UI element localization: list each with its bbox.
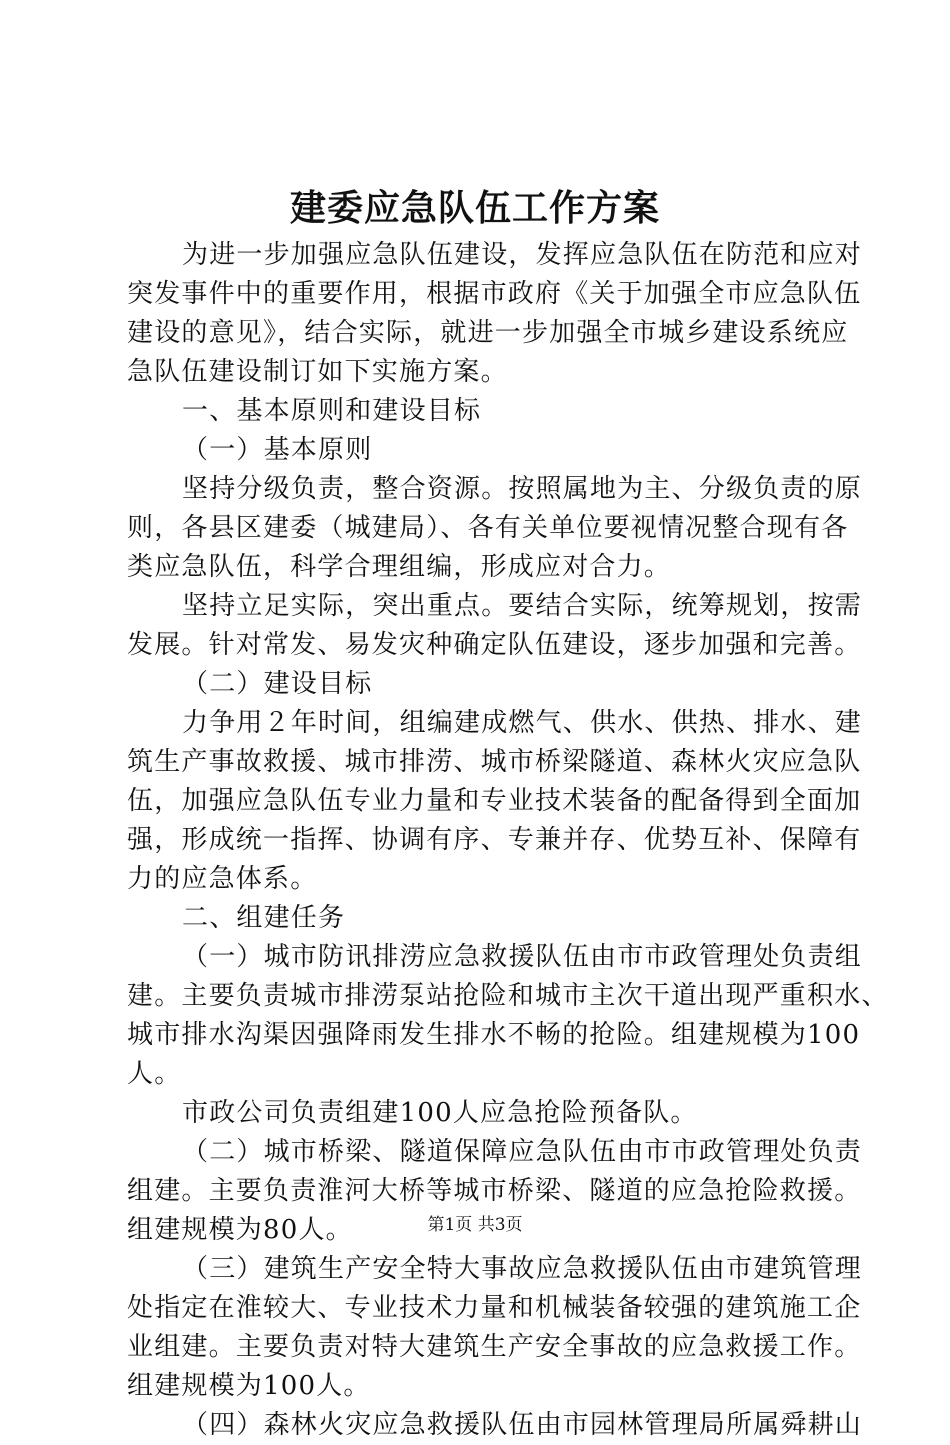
text-line: 筑生产事故救援、城市排涝、城市桥梁隧道、森林火灾应急队 — [127, 747, 862, 777]
text-line: 类应急队伍，科学合理组编，形成应对合力。 — [127, 552, 672, 582]
text-line: 处指定在淮较大、专业技术力量和机械装备较强的建筑施工企 — [127, 1293, 862, 1323]
text-line: 一、基本原则和建设目标 — [182, 396, 482, 426]
text-line: 力争用２年时间，组编建成燃气、供水、供热、排水、建 — [182, 708, 863, 738]
text-line: （三）建筑生产安全特大事故应急救援队伍由市建筑管理 — [182, 1254, 863, 1284]
text-line: 建设的意见》，结合实际，就进一步加强全市城乡建设系统应 — [127, 318, 849, 348]
text-line: 城市排水沟渠因强降雨发生排水不畅的抢险。组建规模为100 — [127, 1020, 861, 1050]
text-line: （一）基本原则 — [182, 435, 373, 465]
text-line: 急队伍建设制订如下实施方案。 — [127, 357, 508, 387]
text-line: 突发事件中的重要作用，根据市政府《关于加强全市应急队伍 — [127, 279, 862, 309]
text-line: 组建。主要负责淮河大桥等城市桥梁、隧道的应急抢险救援。 — [127, 1176, 862, 1206]
text-line: 建。主要负责城市排涝泵站抢险和城市主次干道出现严重积水、 — [127, 981, 889, 1011]
text-line: 力的应急体系。 — [127, 864, 318, 894]
text-line: （四）森林火灾应急救援队伍由市园林管理局所属舜耕山 — [182, 1410, 863, 1440]
text-line: （一）城市防讯排涝应急救援队伍由市市政管理处负责组 — [182, 942, 863, 972]
text-line: （二）建设目标 — [182, 669, 373, 699]
text-line: 业组建。主要负责对特大建筑生产安全事故的应急救援工作。 — [127, 1332, 862, 1362]
text-line: 人。 — [127, 1059, 182, 1089]
text-line: 组建规模为100人。 — [127, 1371, 371, 1401]
text-line: （二）城市桥梁、隧道保障应急队伍由市市政管理处负责 — [182, 1137, 863, 1167]
text-line: 二、组建任务 — [182, 903, 346, 933]
text-line: 组建规模为80人。 — [127, 1215, 353, 1245]
text-line: 坚持立足实际，突出重点。要结合实际，统筹规划，按需 — [182, 591, 863, 621]
page-footer: 第1页 共3页 — [427, 1215, 523, 1235]
document-title: 建委应急队伍工作方案 — [289, 188, 660, 229]
text-line: 为进一步加强应急队伍建设，发挥应急队伍在防范和应对 — [182, 240, 863, 270]
text-line: 伍，加强应急队伍专业力量和专业技术装备的配备得到全面加 — [127, 786, 862, 816]
text-line: 强，形成统一指挥、协调有序、专兼并存、优势互补、保障有 — [127, 825, 862, 855]
text-line: 发展。针对常发、易发灾种确定队伍建设，逐步加强和完善。 — [127, 630, 862, 660]
text-line: 则，各县区建委（城建局）、各有关单位要视情况整合现有各 — [127, 513, 849, 543]
document-body — [127, 236, 889, 1445]
text-line: 坚持分级负责，整合资源。按照属地为主、分级负责的原 — [182, 474, 863, 504]
text-line: 市政公司负责组建100人应急抢险预备队。 — [182, 1098, 698, 1128]
